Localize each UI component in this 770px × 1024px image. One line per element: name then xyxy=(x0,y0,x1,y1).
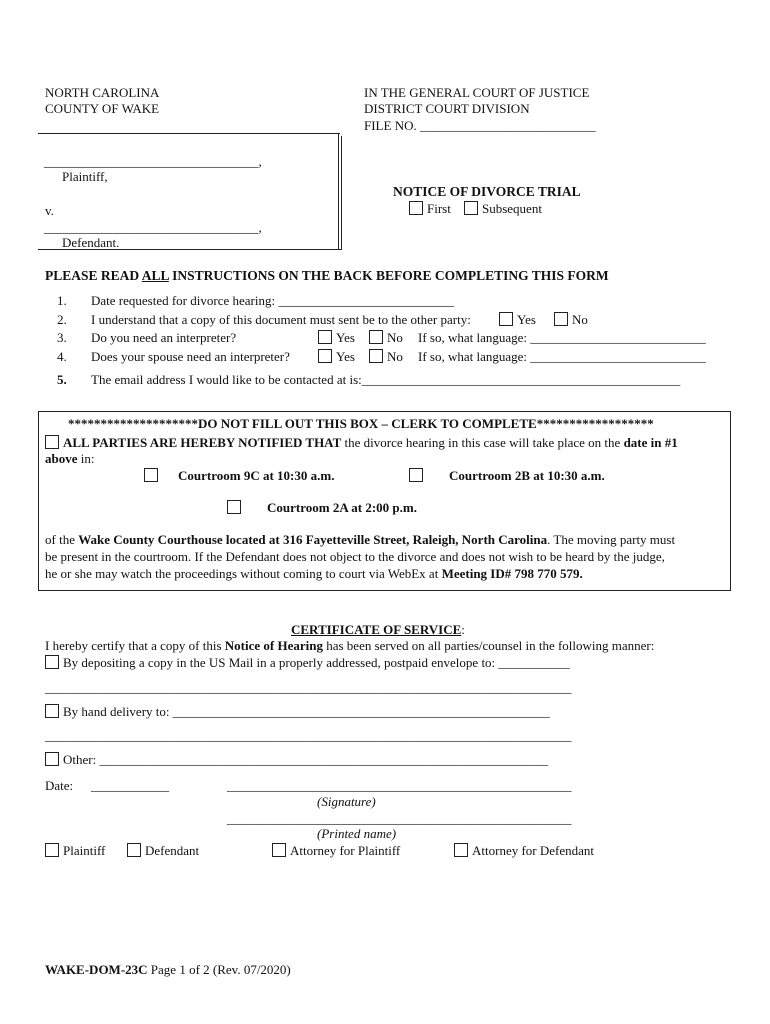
instructions-heading: PLEASE READ ALL INSTRUCTIONS ON THE BACK BEFORE COMPLETING THIS FORM xyxy=(45,268,609,283)
form-footer: WAKE-DOM-23C Page 1 of 2 (Rev. 07/2020) xyxy=(45,962,291,977)
role-attorney-plaintiff-option[interactable]: Attorney for Plaintiff xyxy=(272,843,400,859)
attorney-plaintiff-checkbox[interactable] xyxy=(272,843,286,857)
caption-side-rule-shadow xyxy=(341,136,342,250)
subsequent-checkbox[interactable] xyxy=(464,201,478,215)
plaintiff-checkbox[interactable] xyxy=(45,843,59,857)
trial-type-subsequent[interactable]: Subsequent xyxy=(464,201,542,217)
printed-name-label: (Printed name) xyxy=(317,826,397,841)
service-yes-option[interactable]: Yes xyxy=(499,312,536,328)
signature-field[interactable]: _____________________________________________________ xyxy=(227,778,572,793)
service-understanding-label: I understand that a copy of this document must sent be to the other party: xyxy=(91,312,471,327)
courtroom-2a-checkbox[interactable] xyxy=(227,500,241,514)
hearing-date-field[interactable]: Date requested for divorce hearing: ___________________________ xyxy=(91,293,454,308)
service-by-hand-option[interactable]: By hand delivery to: __________________________________________________________ xyxy=(45,704,550,720)
notified-checkbox[interactable] xyxy=(45,435,59,449)
certificate-title: CERTIFICATE OF SERVICE: xyxy=(291,622,465,637)
attorney-defendant-checkbox[interactable] xyxy=(454,843,468,857)
courtroom-9c-option[interactable]: Courtroom 9C at 10:30 a.m. xyxy=(144,468,334,484)
email-field[interactable]: The email address I would like to be contacted at is:_________________________________________________ xyxy=(91,372,681,387)
defendant-name-field[interactable]: _________________________________, xyxy=(44,220,262,235)
courtroom-2b-checkbox[interactable] xyxy=(409,468,423,482)
service-no-option[interactable]: No xyxy=(554,312,588,328)
interpreter-no-option[interactable]: No xyxy=(369,330,403,346)
item-number: 5. xyxy=(57,372,67,387)
certificate-intro: I hereby certify that a copy of this Notice of Hearing has been served on all parties/counsel in the following manner: xyxy=(45,638,655,653)
role-plaintiff-option[interactable]: Plaintiff xyxy=(45,843,105,859)
spouse-interpreter-no-option[interactable]: No xyxy=(369,349,403,365)
county-label: COUNTY OF WAKE xyxy=(45,101,160,116)
court-label: IN THE GENERAL COURT OF JUSTICE xyxy=(364,85,590,100)
notification-line-2: above in: xyxy=(45,451,95,466)
role-attorney-defendant-option[interactable]: Attorney for Defendant xyxy=(454,843,594,859)
role-defendant-option[interactable]: Defendant xyxy=(127,843,199,859)
courthouse-paragraph-line-1: of the Wake County Courthouse located at 316 Fayetteville Street, Raleigh, North Carolina. The moving party must xyxy=(45,532,676,547)
item-number: 4. xyxy=(57,349,67,364)
signature-label: (Signature) xyxy=(317,794,376,809)
interpreter-yes-option[interactable]: Yes xyxy=(318,330,355,346)
interpreter-question: Do you need an interpreter? xyxy=(91,330,237,345)
date-field[interactable]: ____________ xyxy=(91,778,169,793)
spouse-language-field[interactable]: If so, what language: ___________________________ xyxy=(418,349,706,364)
printed-name-field[interactable]: _____________________________________________________ xyxy=(227,811,572,826)
date-label: Date: xyxy=(45,778,74,793)
service-other-option[interactable]: Other: _____________________________________________________________________ xyxy=(45,752,548,768)
notification-line: ALL PARTIES ARE HEREBY NOTIFIED THAT the divorce hearing in this case will take place on the date in #1 xyxy=(45,435,678,451)
courtroom-2b-option[interactable]: Courtroom 2B at 10:30 a.m. xyxy=(409,468,605,484)
caption-top-rule xyxy=(38,133,340,134)
other-checkbox[interactable] xyxy=(45,752,59,766)
clerk-box-header: ********************DO NOT FILL OUT THIS BOX – CLERK TO COMPLETE****************** xyxy=(68,416,654,431)
service-yes-checkbox[interactable] xyxy=(499,312,513,326)
file-number-field[interactable]: FILE NO. ___________________________ xyxy=(364,118,596,133)
mail-address-line[interactable]: _________________________________________________________________________________ xyxy=(45,680,572,695)
defendant-checkbox[interactable] xyxy=(127,843,141,857)
spouse-interpreter-question: Does your spouse need an interpreter? xyxy=(91,349,290,364)
form-title: NOTICE OF DIVORCE TRIAL xyxy=(393,184,581,199)
hand-delivery-checkbox[interactable] xyxy=(45,704,59,718)
plaintiff-label: Plaintiff, xyxy=(62,169,108,184)
defendant-label: Defendant. xyxy=(62,235,120,250)
item-number: 2. xyxy=(57,312,67,327)
item-number: 3. xyxy=(57,330,67,345)
courtroom-9c-checkbox[interactable] xyxy=(144,468,158,482)
interpreter-language-field[interactable]: If so, what language: ___________________________ xyxy=(418,330,706,345)
courtroom-2a-option[interactable]: Courtroom 2A at 2:00 p.m. xyxy=(227,500,417,516)
plaintiff-name-field[interactable]: _________________________________, xyxy=(44,154,262,169)
service-no-checkbox[interactable] xyxy=(554,312,568,326)
item-number: 1. xyxy=(57,293,67,308)
versus-label: v. xyxy=(45,203,54,218)
trial-type-first[interactable]: First xyxy=(409,201,451,217)
division-label: DISTRICT COURT DIVISION xyxy=(364,101,530,116)
courthouse-paragraph-line-2: be present in the courtroom. If the Defendant does not object to the divorce and does not wish to be heard by the judge, xyxy=(45,549,665,564)
spouse-interpreter-no-checkbox[interactable] xyxy=(369,349,383,363)
spouse-interpreter-yes-checkbox[interactable] xyxy=(318,349,332,363)
interpreter-yes-checkbox[interactable] xyxy=(318,330,332,344)
hand-delivery-line[interactable]: _________________________________________________________________________________ xyxy=(45,728,572,743)
courthouse-paragraph-line-3: he or she may watch the proceedings without coming to court via WebEx at Meeting ID# 798 770 579. xyxy=(45,566,583,581)
spouse-interpreter-yes-option[interactable]: Yes xyxy=(318,349,355,365)
caption-side-rule xyxy=(338,133,339,250)
first-checkbox[interactable] xyxy=(409,201,423,215)
mail-checkbox[interactable] xyxy=(45,655,59,669)
service-by-mail-option[interactable]: By depositing a copy in the US Mail in a properly addressed, postpaid envelope to: ___________ xyxy=(45,655,570,671)
state-label: NORTH CAROLINA xyxy=(45,85,160,100)
interpreter-no-checkbox[interactable] xyxy=(369,330,383,344)
